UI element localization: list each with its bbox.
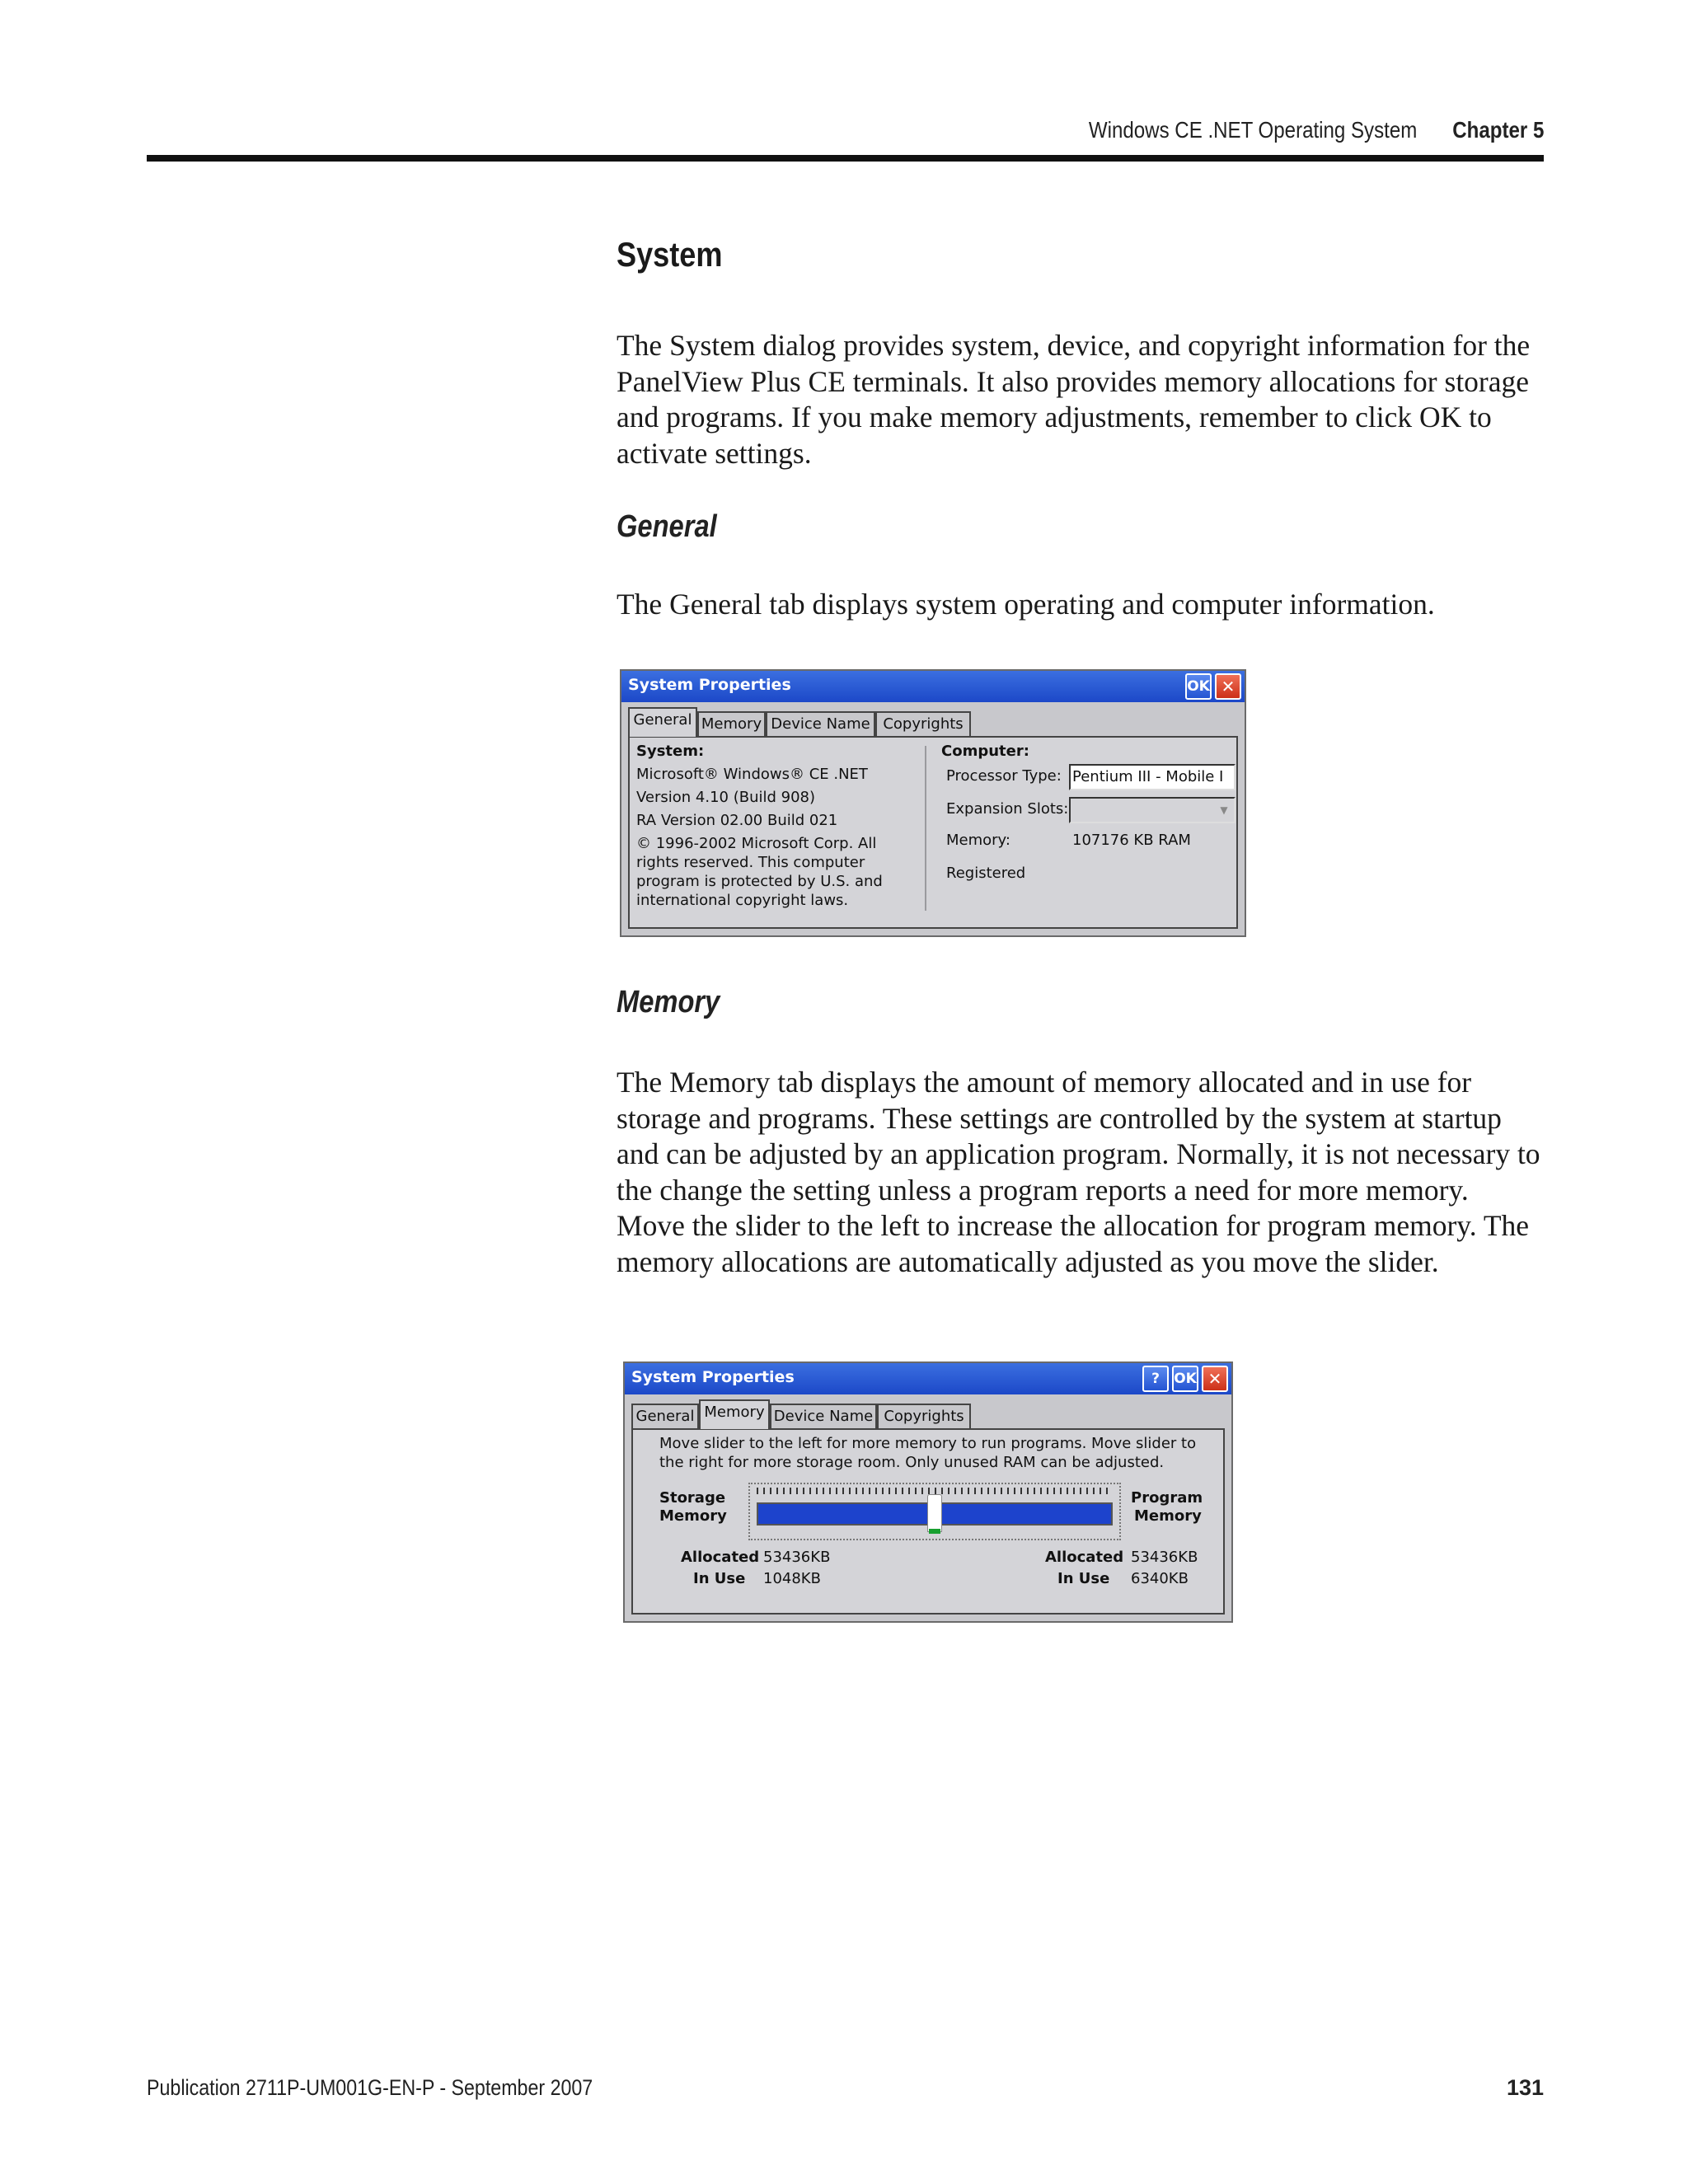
- system-line: Microsoft® Windows® CE .NET: [636, 766, 868, 783]
- system-line: Version 4.10 (Build 908): [636, 789, 816, 806]
- system-line: international copyright laws.: [636, 892, 849, 909]
- intro-paragraph: The System dialog provides system, device, and copyright information for the PanelView Plus CE terminals. It also provides memory allocations for storage and programs. If you make memory adjustments, remember to click OK to activate settings.: [617, 329, 1531, 470]
- memory-slider[interactable]: [748, 1483, 1121, 1540]
- tab-device-name[interactable]: Device Name: [766, 711, 875, 736]
- program-label: Program: [1131, 1489, 1203, 1507]
- storage-in-use-label: In Use: [693, 1570, 746, 1587]
- storage-allocated-label: Allocated: [681, 1549, 760, 1566]
- memory-label: Memory:: [946, 832, 1010, 849]
- chapter-label: Chapter 5: [1451, 117, 1544, 143]
- column-separator: [925, 746, 926, 911]
- program-label: Memory: [1134, 1507, 1202, 1525]
- general-paragraph: The General tab displays system operating and computer information.: [617, 588, 1435, 621]
- tab-general[interactable]: General: [628, 707, 697, 737]
- memory-heading: Memory: [617, 985, 720, 1019]
- slider-ticks: [757, 1488, 1113, 1494]
- dialog-titlebar: [625, 1363, 1231, 1394]
- tab-memory[interactable]: Memory: [697, 711, 766, 736]
- general-panel: [628, 736, 1238, 929]
- section-title-block: [617, 235, 1544, 274]
- program-in-use-label: In Use: [1057, 1570, 1110, 1587]
- system-line: rights reserved. This computer: [636, 854, 865, 871]
- section-title: System: [617, 235, 723, 274]
- expansion-slots-dropdown[interactable]: [1069, 797, 1236, 823]
- system-line: © 1996-2002 Microsoft Corp. All: [636, 835, 877, 852]
- page-number: 131: [1506, 2075, 1544, 2100]
- memory-panel: [631, 1428, 1225, 1615]
- system-line: RA Version 02.00 Build 021: [636, 812, 838, 829]
- storage-allocated-value: 53436KB: [763, 1549, 831, 1566]
- tab-copyrights[interactable]: Copyrights: [875, 711, 971, 736]
- header-rule: [147, 155, 1544, 162]
- storage-in-use-value: 1048KB: [763, 1570, 821, 1587]
- tab-copyrights[interactable]: Copyrights: [877, 1404, 971, 1428]
- memory-heading-block: [617, 985, 1544, 1020]
- program-allocated-value: 53436KB: [1131, 1549, 1198, 1566]
- program-in-use-value: 6340KB: [1131, 1570, 1189, 1587]
- close-icon[interactable]: ✕: [1215, 673, 1241, 700]
- publication-footer: Publication 2711P-UM001G-EN-P - September 2007: [147, 2075, 593, 2100]
- registered-label: Registered: [946, 865, 1026, 882]
- processor-type-field[interactable]: Pentium III - Mobile I: [1069, 764, 1236, 790]
- dialog-title: System Properties: [628, 676, 791, 694]
- tab-device-name[interactable]: Device Name: [770, 1404, 877, 1428]
- memory-text-block: [617, 1065, 1544, 1280]
- tab-general[interactable]: General: [631, 1404, 699, 1428]
- system-label: System:: [636, 743, 705, 760]
- running-title: Windows CE .NET Operating System: [1088, 117, 1417, 143]
- memory-value: 107176 KB RAM: [1072, 832, 1191, 849]
- processor-type-label: Processor Type:: [946, 767, 1062, 785]
- system-line: program is protected by U.S. and: [636, 873, 883, 890]
- system-properties-general-dialog: [620, 669, 1246, 937]
- intro-block: [617, 328, 1544, 471]
- close-icon[interactable]: ✕: [1202, 1366, 1228, 1392]
- dialog-titlebar: [621, 671, 1245, 702]
- storage-label: Storage: [659, 1489, 726, 1507]
- ok-button[interactable]: OK: [1185, 673, 1212, 700]
- system-properties-memory-dialog: [623, 1361, 1233, 1623]
- general-heading-block: [617, 509, 1544, 545]
- help-button[interactable]: ?: [1142, 1366, 1169, 1392]
- instruction-line: the right for more storage room. Only unused RAM can be adjusted.: [659, 1454, 1165, 1471]
- slider-handle[interactable]: [927, 1494, 942, 1532]
- expansion-slots-label: Expansion Slots:: [946, 800, 1069, 818]
- running-header: [1089, 117, 1544, 143]
- ok-button[interactable]: OK: [1172, 1366, 1198, 1392]
- program-allocated-label: Allocated: [1045, 1549, 1124, 1566]
- computer-label: Computer:: [941, 743, 1029, 760]
- instruction-line: Move slider to the left for more memory to run programs. Move slider to: [659, 1435, 1197, 1452]
- dialog-title: System Properties: [631, 1368, 795, 1386]
- memory-paragraph: The Memory tab displays the amount of memory allocated and in use for storage and programs. These settings are controlled by the system at startup and can be adjusted by an application program. Normally, it is not necessary to the change the setting unless a program reports a need for more memory. Move the slider to the left to increase the allocation for program memory. The memory allocations are automatically adjusted as you move the slider.: [617, 1066, 1540, 1278]
- chevron-down-icon: ▼: [1220, 804, 1228, 816]
- tab-memory[interactable]: Memory: [699, 1399, 770, 1429]
- general-text-block: [617, 587, 1544, 623]
- storage-label: Memory: [659, 1507, 727, 1525]
- general-heading: General: [617, 509, 717, 544]
